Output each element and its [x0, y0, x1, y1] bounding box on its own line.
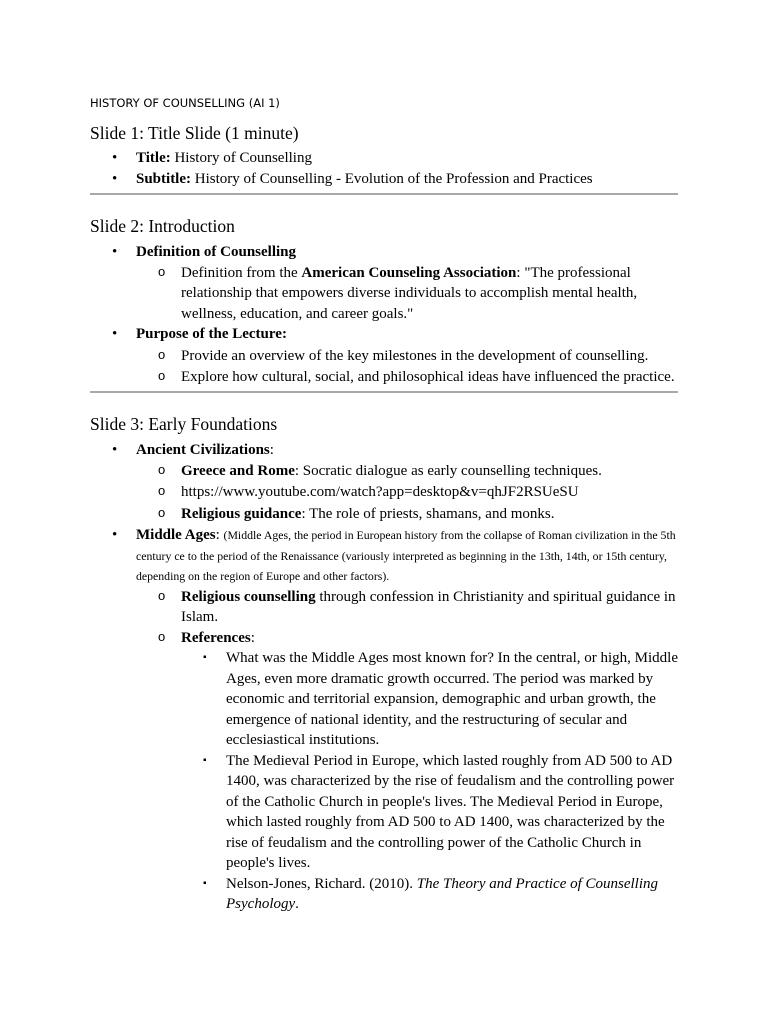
- slide3-heading: Slide 3: Early Foundations: [90, 414, 278, 434]
- religious-counselling-label: Religious counselling: [181, 588, 316, 605]
- reference-text: What was the Middle Ages most known for? In the central, or high, Middle Ages, even more dramatic growth occurred. The period was marked by economic and territorial expansion, demographic and urban growth, the emergence of national identity, and the restructuring of secular and ecclesiastical institutions.: [226, 650, 678, 748]
- bullet-marker: •: [112, 244, 118, 260]
- ancient-label: Ancient Civilizations: [136, 442, 270, 458]
- document-header: HISTORY OF COUNSELLING (AI 1): [90, 96, 280, 110]
- circle-marker: o: [158, 504, 166, 520]
- slide1-list: [90, 148, 678, 189]
- references-label: References: [181, 629, 251, 646]
- greece-text: : Socratic dialogue as early counselling techniques.: [294, 462, 602, 479]
- list-item: [90, 482, 678, 503]
- list-item: [90, 169, 678, 190]
- list-item: [90, 648, 678, 751]
- religious-label: Religious guidance: [181, 505, 302, 522]
- colon: :: [215, 527, 224, 543]
- colon: :: [250, 629, 255, 646]
- definition-label: Definition of Counselling: [136, 244, 297, 260]
- religious-counselling-text: through confession in Christianity and spiritual guidance in Islam.: [181, 588, 676, 625]
- colon: :: [269, 442, 274, 458]
- slide2-heading: Slide 2: Introduction: [90, 216, 235, 236]
- circle-marker: o: [158, 628, 166, 644]
- reference-pre: Nelson-Jones, Richard. (2010).: [226, 875, 417, 892]
- item-text: History of Counselling - Evolution of the Profession and Practices: [191, 170, 593, 187]
- square-marker: ▪: [203, 652, 207, 663]
- circle-marker: o: [158, 461, 166, 477]
- bullet-marker: •: [112, 442, 118, 458]
- list-item: [90, 440, 678, 461]
- definition-quote: : "The professional relationship that empowers diverse individuals to accomplish mental health, wellness, education, and career goals.": [181, 264, 638, 322]
- religious-text: : The role of priests, shamans, and monks.: [301, 505, 555, 522]
- square-marker: ▪: [203, 754, 207, 766]
- circle-marker: o: [158, 346, 166, 362]
- bullet-marker: •: [112, 527, 118, 543]
- item-text: History of Counselling: [170, 150, 312, 166]
- greece-label: Greece and Rome: [181, 462, 295, 479]
- item-label: Subtitle:: [136, 170, 192, 187]
- list-item: [90, 324, 678, 345]
- circle-marker: o: [158, 483, 166, 498]
- bullet-marker: •: [112, 326, 118, 342]
- list-item: [90, 346, 678, 367]
- purpose-item: Provide an overview of the key milestones in the development of counselling.: [181, 347, 649, 364]
- list-item: [90, 874, 678, 915]
- aca-name: American Counseling Association: [301, 264, 517, 281]
- list-item: [90, 242, 678, 263]
- slide2-list: [90, 242, 678, 388]
- list-item: [90, 148, 678, 169]
- list-item: [90, 263, 678, 325]
- reference-post: .: [295, 896, 299, 912]
- reference-text: The Medieval Period in Europe, which lasted roughly from AD 500 to AD 1400, was characterized by the rise of feudalism and the controlling power of the Catholic Church in people's lives. The Medieval Period in Europe, which lasted roughly from AD 500 to AD 1400, was characterized by the rise of feudalism and the controlling power of the Catholic Church in people's lives.: [226, 752, 675, 871]
- bullet-marker: •: [112, 170, 118, 187]
- list-item: [90, 751, 678, 874]
- purpose-label: Purpose of the Lecture:: [136, 326, 287, 342]
- section-divider: [90, 391, 678, 393]
- item-label: Title:: [136, 150, 171, 166]
- middle-ages-note: (Middle Ages, the period in European history from the collapse of Roman civilization in the 5th century ce to the period of the Renaissance (variously interpreted as beginning in the 13th, 14th, or 15th century, depending on the region of Europe and other factors).: [136, 528, 676, 583]
- list-item: [90, 525, 678, 587]
- square-marker: ▪: [203, 877, 207, 889]
- middle-ages-label: Middle Ages: [136, 527, 216, 543]
- list-item: [90, 587, 678, 628]
- list-item: [90, 461, 678, 482]
- list-item: [90, 628, 678, 649]
- circle-marker: o: [158, 263, 166, 279]
- circle-marker: o: [158, 587, 166, 603]
- definition-pre: Definition from the: [181, 264, 302, 281]
- youtube-link[interactable]: https://www.youtube.com/watch?app=desktop&v=qhJF2RSUeSU: [181, 484, 579, 500]
- section-divider: [90, 193, 678, 195]
- circle-marker: o: [158, 368, 166, 383]
- bullet-marker: •: [112, 150, 118, 166]
- slide1-heading: Slide 1: Title Slide (1 minute): [90, 123, 299, 143]
- list-item: [90, 367, 678, 388]
- list-item: [90, 504, 678, 525]
- slide3-list: [90, 440, 678, 915]
- reference-title: The Theory and Practice of Counselling Psychology: [226, 875, 659, 912]
- purpose-item: Explore how cultural, social, and philosophical ideas have influenced the practice.: [181, 369, 675, 385]
